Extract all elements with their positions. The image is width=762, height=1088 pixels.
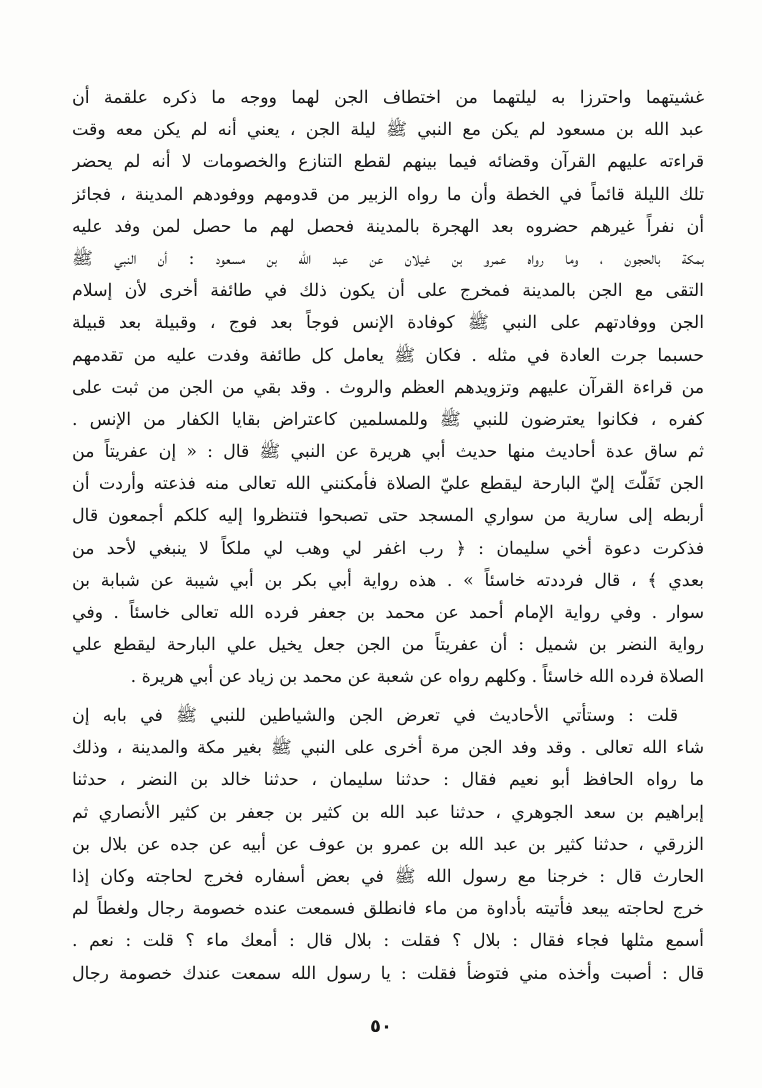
- text-line: الصلاة فرده الله خاسئاً . وكلهم رواه عن شعبة عن محمد بن زياد عن أبي هريرة .: [130, 667, 704, 688]
- text-line: رواية النضر بن شميل : أن عفريتاً من الجن جعل يخيل علي البارحة ليقطع علي: [72, 635, 704, 656]
- text-line: الجن ووفادتهم على النبي ﷺ كوفادة الإنس فوجاً بعد فوج ، وقبيلة بعد قبيلة: [72, 313, 704, 334]
- paragraph-1: [72, 82, 704, 694]
- text-line: ما رواه الحافظ أبو نعيم فقال : حدثنا سليمان ، حدثنا خالد بن النضر ، حدثنا: [72, 770, 704, 791]
- text-line: بمكة بالحجون ، وما رواه عمرو بن غيلان عن عبد الله بن مسعود : أن النبي ﷺ: [72, 248, 704, 269]
- text-line: بعدي ﴾ ، قال فرددته خاسئاً » . هذه رواية أبي بكر بن أبي شيبة عن شبابة بن: [72, 570, 704, 591]
- text-line: قلت : وستأتي الأحاديث في تعرض الجن والشياطين للنبي ﷺ في بابه إن: [72, 706, 678, 726]
- text-line: أربطه إلى سارية من سواري المسجد حتى تصبحوا فتنظروا إليه كلكم أجمعون قال: [72, 506, 704, 527]
- paragraph-2: [72, 700, 704, 990]
- text-line: غشيتهما واحترزا به ليلتهما من اختطاف الجن لهما ووجه ما ذكره علقمة أن: [72, 88, 704, 108]
- text-line: أسمع مثلها فجاء فقال : بلال ؟ فقلت : بلال قال : أمعك ماء ؟ قلت : نعم .: [72, 931, 704, 952]
- text-line: ثم ساق عدة أحاديث منها حديث أبي هريرة عن النبي ﷺ قال : « إن عفريتاً من: [72, 442, 704, 463]
- text-line: من قراءة القرآن عليهم وتزويدهم العظم والروث . وقد بقي من الجن من ثبت على: [72, 377, 704, 398]
- page-number: ٥٠: [370, 1016, 392, 1037]
- text-line: حسبما جرت العادة في مثله . فكان ﷺ يعامل كل طائفة وفدت عليه من تقدمهم: [72, 345, 704, 366]
- text-line: الحارث قال : خرجنا مع رسول الله ﷺ في بعض أسفاره فخرج لحاجته وكان إذا: [72, 866, 704, 887]
- text-line: شاء الله تعالى . وقد وفد الجن مرة أخرى على النبي ﷺ بغير مكة والمدينة ، وذلك: [72, 738, 704, 759]
- text-line: إبراهيم بن سعد الجوهري ، حدثنا عبد الله بن كثير بن جعفر بن كثير الأنصاري ثم: [72, 802, 704, 823]
- text-line: الجن تَفَلّتَ إليّ البارحة ليقطع عليّ الصلاة فأمكنني الله تعالى منه فذعته وأردت أن: [72, 474, 704, 495]
- text-line: خرج لحاجته يبعد فأتيته بأداوة من ماء فانطلق فسمعت عنده خصومة رجال ولغطاً لم: [72, 899, 704, 920]
- text-line: قال : أصبت وأخذه مني فتوضأ فقلت : يا رسول الله سمعت عندك خصومة رجال: [72, 963, 704, 984]
- text-line: عبد الله بن مسعود لم يكن مع النبي ﷺ ليلة الجن ، يعني أنه لم يكن معه وقت: [72, 120, 704, 141]
- text-line: أن نفراً غيرهم حضروه بعد الهجرة بالمدينة فحصل لهم ما حصل لمن وفد عليه: [72, 216, 704, 237]
- text-line: تلك الليلة قائماً في الخطة وأن ما رواه الزبير من قدومهم ووفودهم المدينة ، فجائز: [72, 184, 704, 205]
- text-line: الزرقي ، حدثنا كثير بن عبد الله بن عمرو بن عوف عن أبيه عن جده عن بلال بن: [72, 834, 704, 855]
- text-line: سوار . وفي رواية الإمام أحمد عن محمد بن جعفر فرده الله تعالى خاسئاً . وفي: [72, 603, 704, 623]
- text-line: التقى مع الجن بالمدينة فمخرج على أن يكون ذلك في طائفة أخرى لأن إسلام: [72, 281, 704, 302]
- text-line: كفره ، فكانوا يعترضون للنبي ﷺ وللمسلمين كاعتراض بقايا الكفار من الإنس .: [72, 409, 704, 430]
- text-line: فذكرت دعوة أخي سليمان : ﴿ رب اغفر لي وهب لي ملكاً لا ينبغي لأحد من: [72, 538, 704, 559]
- text-line: قراءته عليهم القرآن وقضائه فيما بينهم لقطع التنازع والخصومات لا أنه لم يحضر: [72, 152, 704, 173]
